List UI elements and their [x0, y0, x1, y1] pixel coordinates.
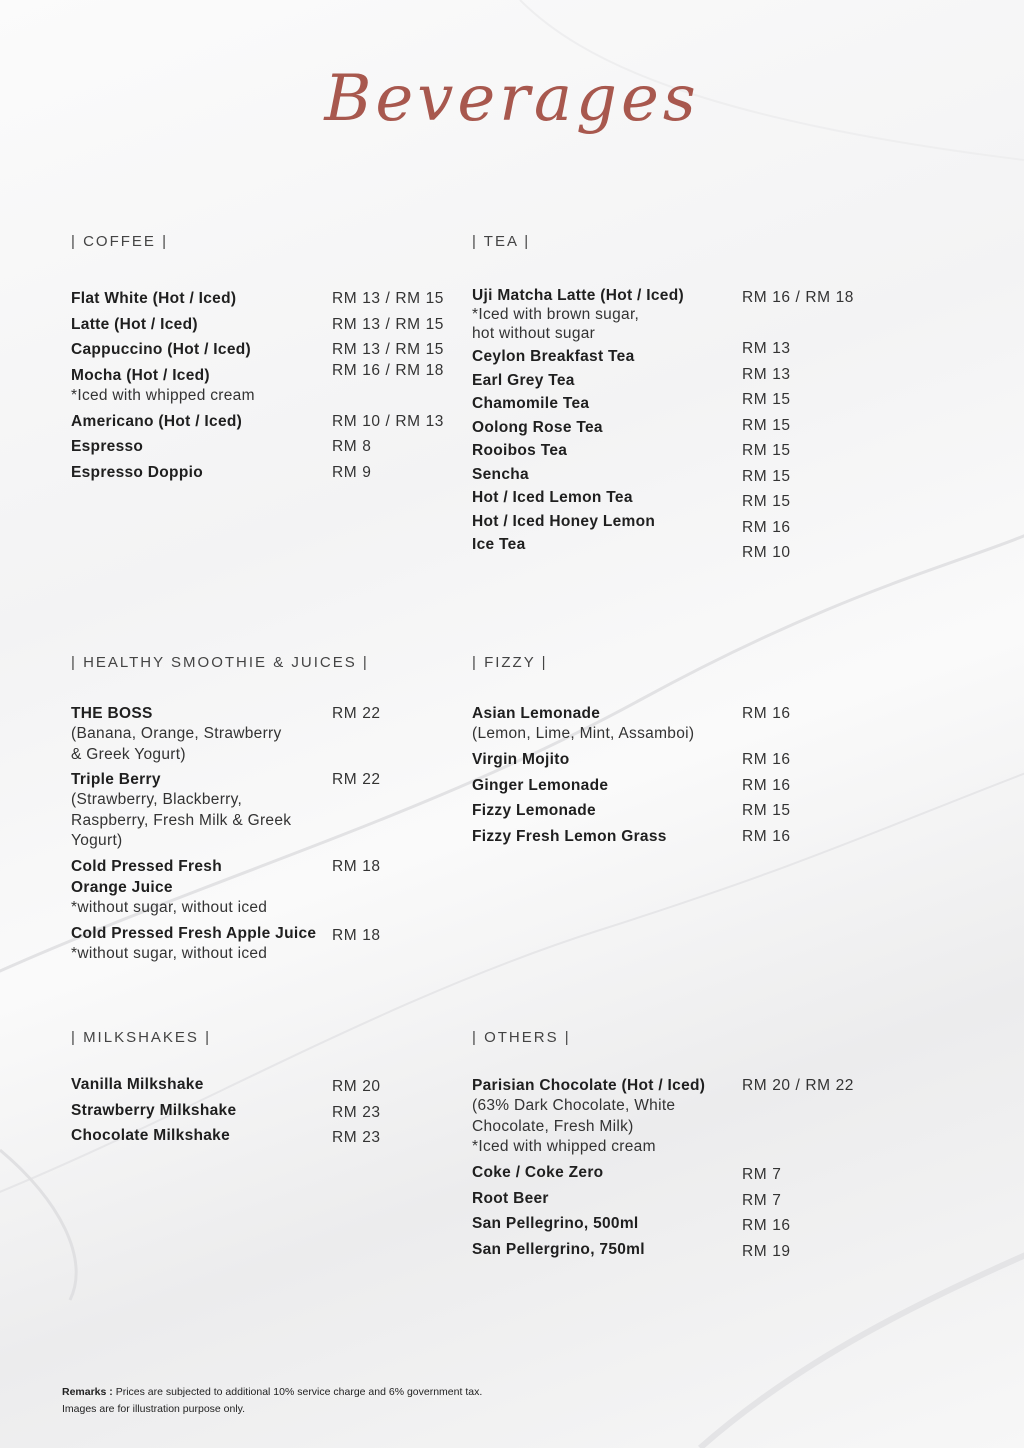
menu-item — [472, 1075, 892, 1162]
menu-item — [71, 436, 451, 462]
item-name: Cold Pressed Fresh Apple Juice — [71, 925, 317, 942]
item-price: RM 16 — [742, 518, 791, 536]
menu-item — [472, 511, 892, 535]
item-price: RM 16 — [742, 751, 791, 768]
item-price: RM 13 / RM 15 — [332, 315, 445, 333]
menu-item — [71, 1074, 451, 1100]
item-name: Hot / Iced Honey Lemon — [472, 512, 656, 530]
item-name: Espresso Doppio — [71, 463, 203, 481]
section-fizzy — [472, 654, 892, 851]
remarks-line-2: Images are for illustration purpose only. — [62, 1403, 246, 1415]
item-name: Cold Pressed Fresh Orange Juice — [71, 858, 222, 896]
item-name: Ice Tea — [472, 536, 526, 553]
item-note: (Strawberry, Blackberry, Raspberry, Fresh Milk & Greek Yogurt) — [71, 791, 292, 849]
section-heading-fizzy: | FIZZY | — [472, 654, 548, 671]
item-price: RM 20 — [332, 1078, 381, 1095]
item-price: RM 13 / RM 15 — [332, 341, 445, 358]
menu-item — [71, 361, 451, 411]
item-name: Coke / Coke Zero — [472, 1164, 604, 1181]
section-heading-milkshakes: | MILKSHAKES | — [71, 1029, 211, 1046]
item-price: RM 19 — [742, 1242, 791, 1260]
item-list-fizzy — [472, 703, 892, 851]
item-note: (Lemon, Lime, Mint, Assamboi) — [472, 725, 695, 742]
item-name: San Pellegrino, 500ml — [472, 1215, 639, 1232]
item-price: RM 22 — [332, 771, 381, 788]
item-price: RM 13 / RM 15 — [332, 290, 445, 307]
item-name: Fizzy Fresh Lemon Grass — [472, 827, 667, 845]
item-price: RM 18 — [332, 927, 381, 944]
item-name: Parisian Chocolate (Hot / Iced) — [472, 1077, 706, 1094]
item-price: RM 15 — [742, 467, 791, 485]
menu-item — [472, 285, 892, 346]
item-name: Espresso — [71, 438, 144, 455]
item-note: *without sugar, without iced — [71, 945, 268, 962]
remarks-footer — [62, 1384, 482, 1418]
menu-item — [472, 440, 892, 464]
item-price: RM 15 — [742, 442, 791, 459]
item-list-smoothie — [71, 703, 451, 969]
item-price: RM 7 — [742, 1166, 782, 1183]
menu-item — [472, 534, 892, 561]
item-price: RM 22 — [332, 705, 381, 722]
menu-item — [472, 1239, 892, 1265]
menu-item — [472, 1188, 892, 1214]
menu-item — [71, 1125, 451, 1151]
item-name: Fizzy Lemonade — [472, 802, 596, 819]
item-price: RM 15 — [742, 802, 791, 819]
menu-item — [472, 1213, 892, 1239]
section-smoothie — [71, 654, 451, 969]
item-price: RM 16 — [742, 1217, 791, 1234]
item-price: RM 7 — [742, 1191, 782, 1209]
item-note: (63% Dark Chocolate, White Chocolate, Fresh Milk) *Iced with whipped cream — [472, 1097, 676, 1155]
item-price: RM 23 — [332, 1129, 381, 1146]
section-milkshakes — [71, 1029, 451, 1151]
menu-item — [472, 487, 892, 511]
item-name: Oolong Rose Tea — [472, 418, 603, 436]
item-name: Hot / Iced Lemon Tea — [472, 489, 633, 506]
menu-item — [71, 314, 451, 340]
item-price: RM 9 — [332, 463, 372, 481]
item-name: San Pellergrino, 750ml — [472, 1240, 645, 1258]
menu-item — [472, 749, 892, 775]
item-note: *Iced with whipped cream — [71, 386, 255, 404]
item-name: Chamomile Tea — [472, 395, 590, 412]
section-coffee — [71, 233, 451, 487]
item-price: RM 16 / RM 18 — [332, 361, 445, 379]
menu-item — [71, 923, 451, 969]
item-price: RM 8 — [332, 438, 372, 455]
item-name: Earl Grey Tea — [472, 371, 575, 389]
item-name: Chocolate Milkshake — [71, 1127, 231, 1144]
menu-item — [472, 393, 892, 417]
item-price: RM 13 — [742, 365, 791, 383]
menu-item — [71, 288, 451, 314]
menu-item — [472, 775, 892, 801]
item-name: Flat White (Hot / Iced) — [71, 290, 237, 307]
item-list-others — [472, 1075, 892, 1264]
menu-item — [472, 703, 892, 749]
item-note: *Iced with brown sugar, hot without sugar — [472, 306, 640, 342]
item-name: THE BOSS — [71, 705, 153, 722]
item-name: Americano (Hot / Iced) — [71, 412, 243, 430]
item-name: Root Beer — [472, 1189, 549, 1207]
item-price: RM 15 — [742, 416, 791, 434]
item-price: RM 18 — [332, 858, 381, 875]
remarks-text: Prices are subjected to additional 10% service charge and 6% government tax. — [112, 1386, 483, 1398]
menu-item — [472, 1162, 892, 1188]
section-heading-others: | OTHERS | — [472, 1029, 571, 1046]
item-list-milkshakes — [71, 1074, 451, 1151]
menu-item — [472, 800, 892, 826]
item-price: RM 15 — [742, 493, 791, 510]
item-name: Rooibos Tea — [472, 442, 568, 459]
item-name: Cappuccino (Hot / Iced) — [71, 341, 251, 358]
menu-item — [472, 464, 892, 488]
item-name: Ceylon Breakfast Tea — [472, 348, 635, 365]
item-list-tea — [472, 285, 892, 561]
section-tea — [472, 233, 892, 561]
item-name: Latte (Hot / Iced) — [71, 315, 198, 333]
item-price: RM 16 — [742, 705, 791, 722]
item-name: Strawberry Milkshake — [71, 1101, 237, 1119]
item-price: RM 10 — [742, 544, 791, 561]
item-price: RM 16 — [742, 776, 791, 794]
menu-item — [472, 417, 892, 441]
menu-item — [71, 1100, 451, 1126]
item-list-coffee — [71, 288, 451, 487]
menu-item — [71, 769, 451, 856]
item-note: (Banana, Orange, Strawberry & Greek Yogurt) — [71, 725, 282, 763]
item-name: Ginger Lemonade — [472, 776, 609, 794]
item-price: RM 16 — [742, 827, 791, 845]
item-name: Triple Berry — [71, 771, 161, 788]
section-others — [472, 1029, 892, 1264]
menu-item — [472, 365, 892, 394]
item-price: RM 15 — [742, 391, 791, 408]
section-heading-tea: | TEA | — [472, 233, 531, 250]
item-note: *without sugar, without iced — [71, 899, 268, 916]
item-name: Mocha (Hot / Iced) — [71, 366, 210, 384]
remarks-label: Remarks : — [62, 1386, 113, 1398]
item-name: Uji Matcha Latte (Hot / Iced) — [472, 287, 684, 304]
item-price: RM 16 / RM 18 — [742, 289, 855, 306]
page-title: Beverages — [324, 62, 700, 136]
menu-item — [71, 462, 451, 488]
menu-item — [71, 703, 451, 769]
item-name: Virgin Mojito — [472, 751, 570, 768]
item-name: Vanilla Milkshake — [71, 1076, 204, 1093]
item-price: RM 20 / RM 22 — [742, 1077, 855, 1094]
menu-item — [472, 340, 892, 370]
item-price: RM 13 — [742, 340, 791, 357]
item-name: Asian Lemonade — [472, 705, 601, 722]
item-price: RM 23 — [332, 1103, 381, 1121]
menu-item — [71, 411, 451, 437]
remarks-line-1 — [62, 1384, 482, 1401]
menu-item — [472, 826, 892, 852]
section-heading-coffee: | COFFEE | — [71, 233, 168, 250]
item-name: Sencha — [472, 465, 529, 483]
section-heading-smoothie: | HEALTHY SMOOTHIE & JUICES | — [71, 654, 369, 671]
item-price: RM 10 / RM 13 — [332, 412, 445, 430]
menu-item — [71, 856, 451, 923]
